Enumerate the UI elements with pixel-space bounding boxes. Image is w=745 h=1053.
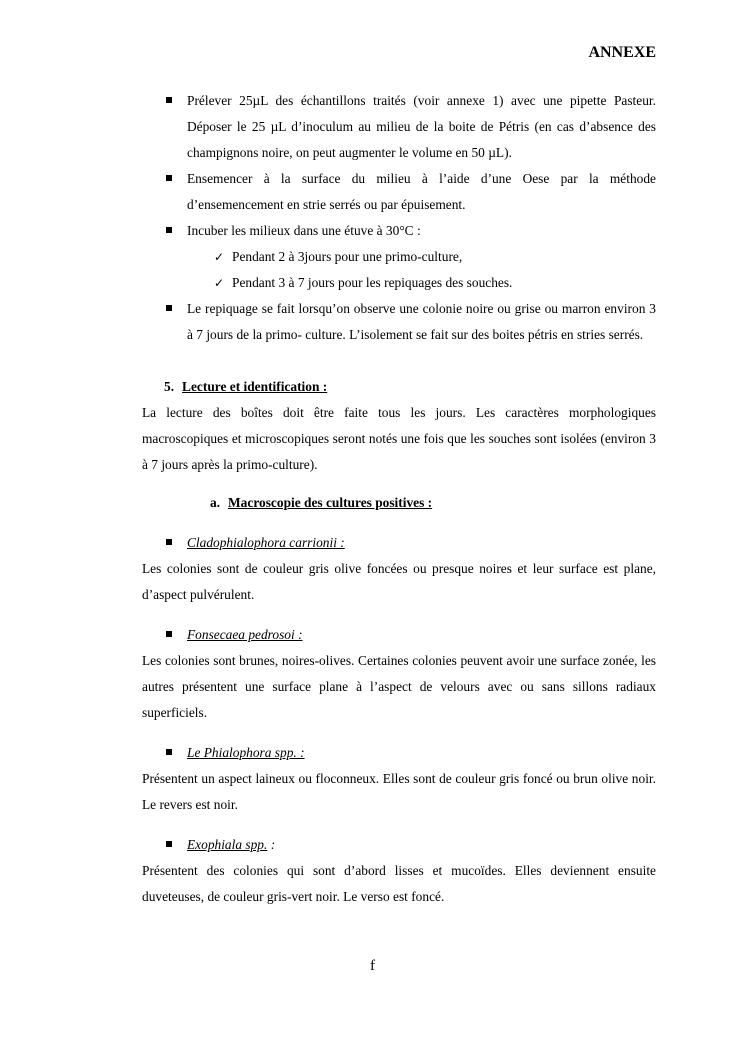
check-text: Pendant 2 à 3jours pour une primo-culture, [232, 249, 463, 264]
species-heading [142, 530, 656, 556]
species-heading [142, 740, 656, 766]
square-bullet-icon [166, 175, 172, 181]
page-number: f [370, 958, 375, 974]
section-number: 5. [164, 379, 175, 394]
square-bullet-icon [166, 227, 172, 233]
species-description: Les colonies sont de couleur gris olive foncées ou presque noires et leur surface est plane, d’aspect pulvérulent. [142, 561, 656, 602]
square-bullet-icon [166, 631, 172, 637]
species-name: Exophiala spp. [187, 837, 268, 852]
page-content [142, 88, 656, 910]
species-description: Présentent des colonies qui sont d’abord lisses et mucoïdes. Elles deviennent ensuite duveteuses, de couleur gris-vert noir. Le verso est foncé. [142, 863, 656, 904]
square-bullet-icon [166, 841, 172, 847]
check-item [142, 244, 656, 270]
species-heading [142, 832, 656, 858]
checkmark-icon: ✓ [214, 250, 225, 264]
checkmark-icon: ✓ [214, 276, 225, 290]
bullet-text: Le repiquage se fait lorsqu’on observe une colonie noire ou grise ou marron environ 3 à 7 jours de la primo- culture. L’isolement se fait sur des boites pétris en stries serrés. [187, 301, 656, 342]
bullet-text: Ensemencer à la surface du milieu à l’aide d’une Oese par la méthode d’ensemencement en strie serrés ou par épuisement. [187, 171, 656, 212]
species-heading [142, 622, 656, 648]
section-heading [142, 374, 656, 400]
square-bullet-icon [166, 539, 172, 545]
species-name-suffix: : [267, 837, 276, 852]
subsection-heading [142, 490, 656, 516]
species-name: Fonsecaea pedrosoi : [187, 627, 303, 642]
bullet-text: Incuber les milieux dans une étuve à 30°C : [187, 223, 421, 238]
bullet-item [142, 296, 656, 348]
section-paragraph: La lecture des boîtes doit être faite tous les jours. Les caractères morphologiques macroscopiques et microscopiques seront notés une fois que les souches sont isolées (environ 3 à 7 jours après la primo-culture). [142, 405, 656, 472]
section-title: Lecture et identification : [182, 379, 328, 394]
subsection-title: Macroscopie des cultures positives : [228, 495, 433, 510]
species-description: Présentent un aspect laineux ou floconneux. Elles sont de couleur gris foncé ou brun olive noir. Le revers est noir. [142, 771, 656, 812]
species-name: Le Phialophora spp. : [187, 745, 305, 760]
page-header-title: ANNEXE [588, 44, 656, 61]
square-bullet-icon [166, 305, 172, 311]
bullet-text: Prélever 25µL des échantillons traités (voir annexe 1) avec une pipette Pasteur. Déposer le 25 µL d’inoculum au milieu de la boite de Pétris (en cas d’absence des champignons noire, on peut augmenter le volume en 50 µL). [187, 93, 656, 160]
bullet-item [142, 166, 656, 218]
subsection-letter: a. [210, 495, 221, 510]
check-text: Pendant 3 à 7 jours pour les repiquages des souches. [232, 275, 513, 290]
species-name: Cladophialophora carrionii : [187, 535, 345, 550]
square-bullet-icon [166, 97, 172, 103]
bullet-item [142, 218, 656, 244]
check-item [142, 270, 656, 296]
square-bullet-icon [166, 749, 172, 755]
species-description: Les colonies sont brunes, noires-olives. Certaines colonies peuvent avoir une surface zonée, les autres présentent une surface plane à l’aspect de velours avec ou sans sillons radiaux superficiels. [142, 653, 656, 720]
bullet-item [142, 88, 656, 166]
